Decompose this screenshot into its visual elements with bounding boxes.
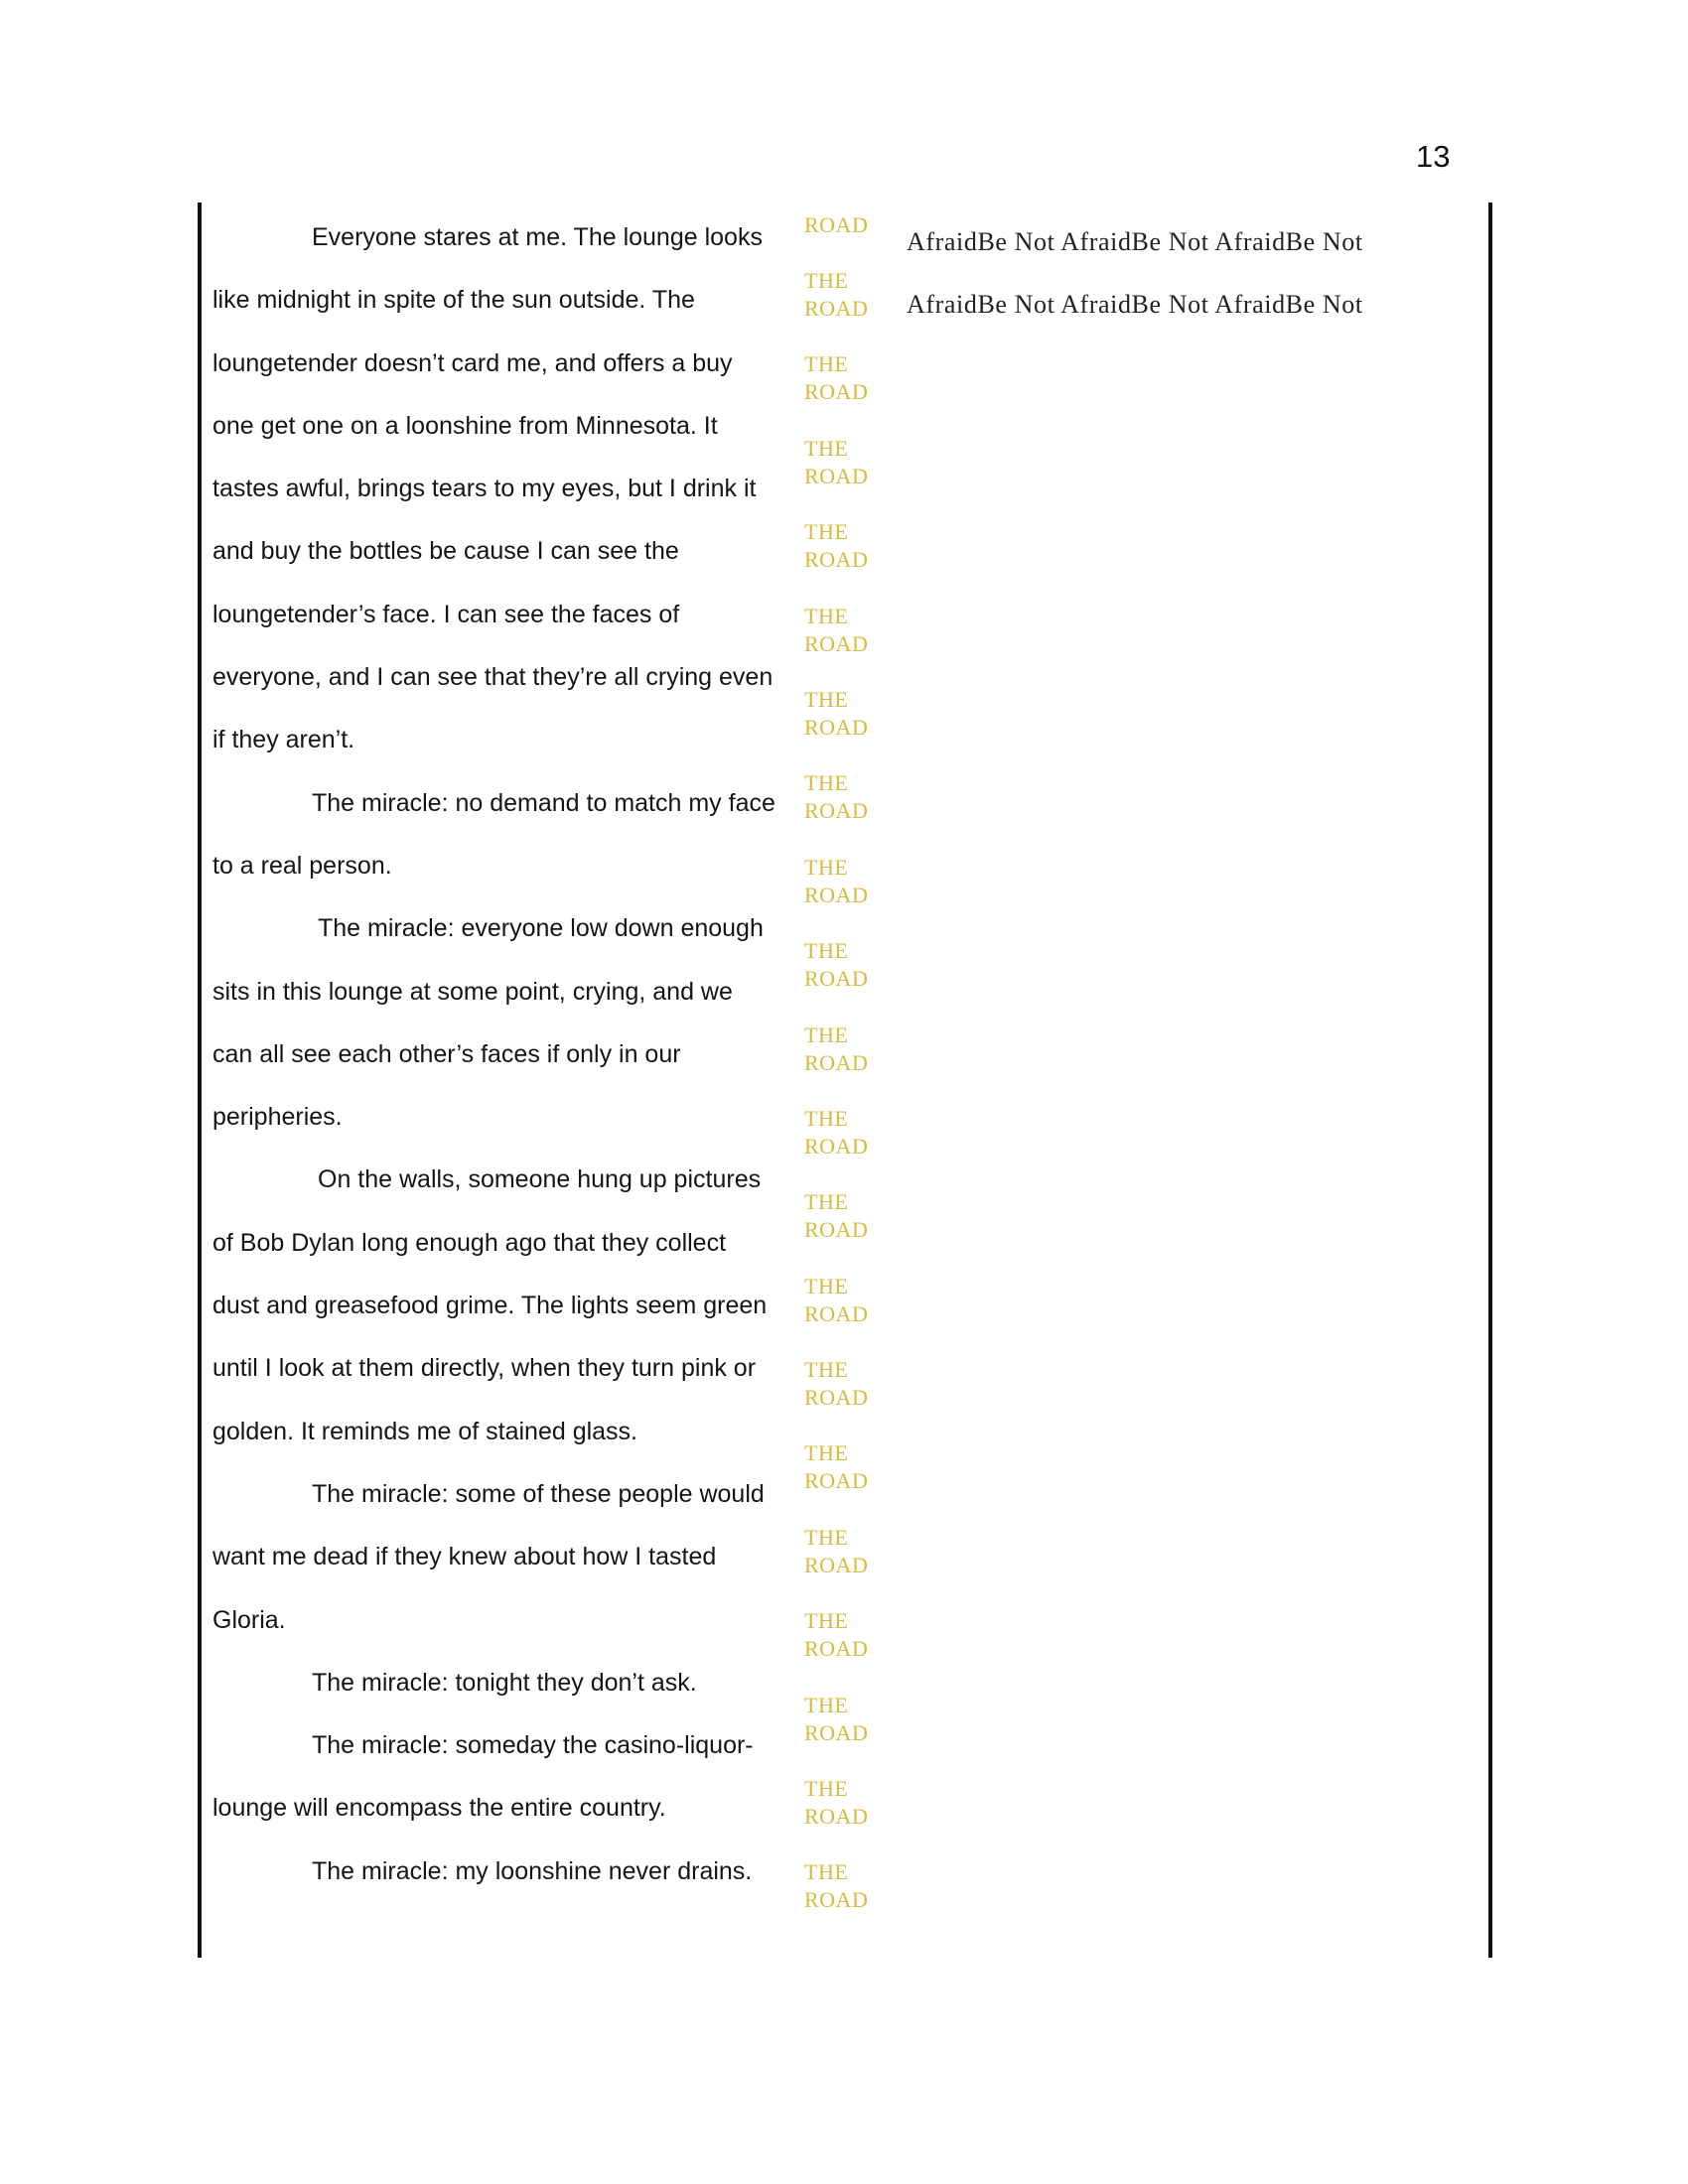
right-vertical-rule	[1488, 203, 1492, 1958]
prose-line: want me dead if they knew about how I tasted	[212, 1543, 717, 1571]
road-word-road: ROAD	[804, 1719, 869, 1745]
road-pair	[804, 603, 923, 686]
prose-line: golden. It reminds me of stained glass.	[212, 1417, 638, 1445]
road-pair	[804, 937, 923, 1021]
road-word-road: ROAD	[804, 1049, 869, 1075]
prose-line: Gloria.	[212, 1605, 286, 1634]
road-word-road: ROAD	[804, 463, 869, 488]
road-word-the: THE	[804, 1524, 849, 1550]
afraid-line: AfraidBe Not AfraidBe Not AfraidBe Not	[907, 227, 1363, 256]
road-word-the: THE	[804, 1859, 849, 1885]
road-word-the: THE	[804, 268, 849, 293]
prose-line: until I look at them directly, when they turn pink or	[212, 1354, 757, 1383]
prose-line: The miracle: some of these people would	[312, 1479, 765, 1508]
afraid-column	[907, 210, 1363, 337]
road-word-road: ROAD	[804, 1133, 869, 1159]
left-vertical-rule	[198, 203, 202, 1958]
prose-line: The miracle: my loonshine never drains.	[312, 1856, 753, 1885]
prose-line: The miracle: everyone low down enough	[318, 914, 764, 943]
prose-line: The miracle: no demand to match my face	[312, 788, 775, 817]
prose-line: everyone, and I can see that they’re all crying even	[212, 663, 774, 692]
prose-line: like midnight in spite of the sun outside. The	[212, 286, 695, 315]
road-pair	[804, 518, 923, 602]
prose-line: On the walls, someone hung up pictures	[318, 1165, 762, 1194]
road-word-road: ROAD	[804, 630, 869, 656]
road-word-road: ROAD	[804, 1217, 869, 1243]
prose-line: loungetender doesn’t card me, and offers a buy	[212, 348, 733, 377]
road-pair	[804, 267, 923, 350]
page-number: 13	[1416, 139, 1451, 174]
prose-line: The miracle: tonight they don’t ask.	[312, 1668, 697, 1697]
road-word-the: THE	[804, 1022, 849, 1047]
prose-line: of Bob Dylan long enough ago that they collect	[212, 1228, 727, 1257]
road-word-the: THE	[804, 603, 849, 628]
road-pair	[804, 1273, 923, 1356]
road-word-the: THE	[804, 1776, 849, 1802]
road-word-the: THE	[804, 351, 849, 377]
road-column	[804, 211, 923, 1943]
road-first-word: ROAD	[804, 212, 869, 237]
road-word-the: THE	[804, 1189, 849, 1215]
road-word-the: THE	[804, 686, 849, 712]
prose-line: tastes awful, brings tears to my eyes, but I drink it	[212, 475, 757, 503]
road-word-road: ROAD	[804, 1887, 869, 1913]
prose-line: dust and greasefood grime. The lights seem green	[212, 1292, 768, 1320]
road-word-the: THE	[804, 519, 849, 545]
road-word-road: ROAD	[804, 1385, 869, 1411]
prose-line: to a real person.	[212, 851, 392, 880]
road-word-the: THE	[804, 1692, 849, 1717]
road-word-the: THE	[804, 1273, 849, 1298]
road-pair	[804, 1858, 923, 1942]
road-word-road: ROAD	[804, 882, 869, 907]
prose-line: The miracle: someday the casino-liquor-	[312, 1731, 754, 1760]
road-pair	[804, 1188, 923, 1272]
road-pair	[804, 435, 923, 518]
prose-line: peripheries.	[212, 1103, 343, 1132]
road-pair	[804, 854, 923, 937]
prose-line: loungetender’s face. I can see the faces of	[212, 600, 680, 628]
road-word-road: ROAD	[804, 798, 869, 824]
prose-line: if they aren’t.	[212, 726, 355, 754]
road-word-the: THE	[804, 1105, 849, 1131]
road-word-the: THE	[804, 1608, 849, 1634]
road-pair	[804, 1607, 923, 1691]
road-word-the: THE	[804, 854, 849, 880]
road-pair	[804, 1692, 923, 1775]
road-word-road: ROAD	[804, 1468, 869, 1494]
road-word-road: ROAD	[804, 966, 869, 992]
road-word-road: ROAD	[804, 1804, 869, 1830]
road-pair	[804, 686, 923, 769]
road-pair	[804, 1356, 923, 1439]
road-word-road: ROAD	[804, 714, 869, 740]
prose-line: lounge will encompass the entire country.	[212, 1794, 666, 1823]
afraid-line: AfraidBe Not AfraidBe Not AfraidBe Not	[907, 290, 1363, 320]
road-pair	[804, 1775, 923, 1858]
road-word-the: THE	[804, 938, 849, 964]
prose-line: and buy the bottles be cause I can see the	[212, 537, 679, 566]
road-word-the: THE	[804, 1357, 849, 1383]
road-word-road: ROAD	[804, 1552, 869, 1577]
road-word-road: ROAD	[804, 296, 869, 321]
prose-line: can all see each other’s faces if only in our	[212, 1039, 681, 1068]
road-pair	[804, 1439, 923, 1523]
road-word-road: ROAD	[804, 379, 869, 405]
road-word-the: THE	[804, 1440, 849, 1466]
prose-line: Everyone stares at me. The lounge looks	[312, 223, 763, 251]
prose-line: sits in this lounge at some point, crying, and we	[212, 977, 733, 1006]
road-word-road: ROAD	[804, 547, 869, 573]
road-word-the: THE	[804, 435, 849, 461]
road-word-the: THE	[804, 770, 849, 796]
prose-column	[212, 206, 778, 1903]
road-pair	[804, 350, 923, 434]
road-word-road: ROAD	[804, 1300, 869, 1326]
road-pair	[804, 1524, 923, 1607]
road-pair	[804, 769, 923, 853]
prose-line: one get one on a loonshine from Minnesota. It	[212, 411, 718, 440]
road-pair	[804, 1022, 923, 1105]
road-pair	[804, 1105, 923, 1188]
road-word-road: ROAD	[804, 1636, 869, 1662]
